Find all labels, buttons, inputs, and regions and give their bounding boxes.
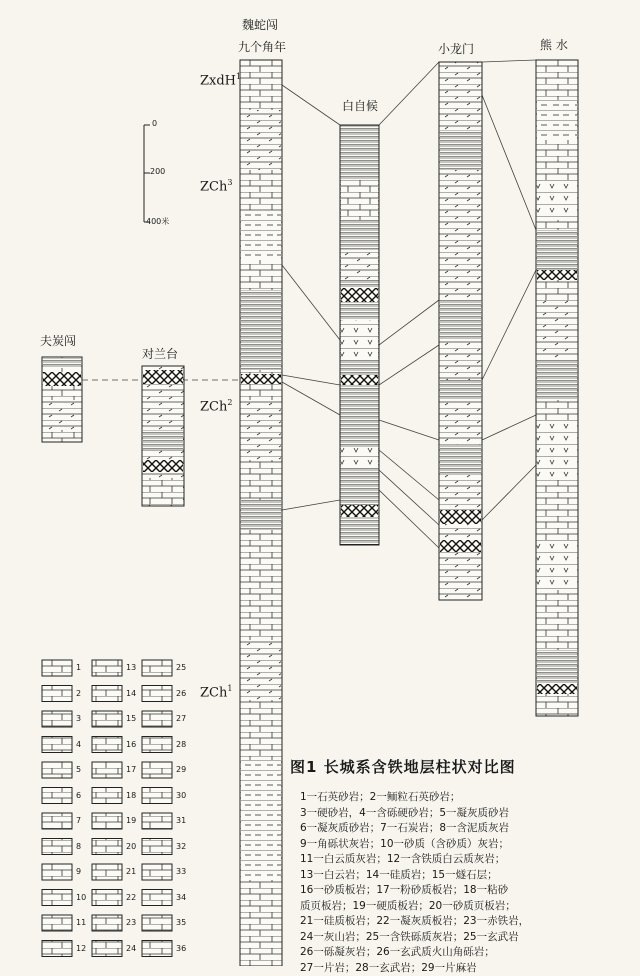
legend-swatch (142, 864, 172, 880)
column-label-top-jiumenkou: 魏蛇闯 (242, 16, 278, 33)
legend-number: 13 (126, 663, 136, 672)
legend-swatch (92, 686, 122, 702)
legend-number: 15 (126, 714, 136, 723)
legend-number: 5 (76, 765, 81, 774)
legend-swatches (42, 660, 172, 957)
legend-line: 27一片岩；28一玄武岩；29一片麻岩 (300, 961, 620, 976)
legend-number: 7 (76, 816, 81, 825)
legend-number: 21 (126, 867, 136, 876)
legend-number: 10 (76, 893, 86, 902)
legend-swatch (142, 711, 172, 727)
legend-line: 质页板岩；19一硬质板岩；20一砂质页板岩； (300, 899, 620, 915)
legend-text (300, 790, 620, 976)
legend-number: 3 (76, 714, 81, 723)
legend-swatch (42, 941, 72, 957)
legend-swatch (42, 660, 72, 676)
column-baiyukou (340, 125, 379, 545)
legend-swatch (42, 813, 72, 829)
legend-line: 16一砂质板岩；17一粉砂质板岩；18一粘砂 (300, 883, 620, 899)
legend-line: 6一凝灰质砂岩；7一石炭岩；8一含泥质灰岩 (300, 821, 620, 837)
legend-swatch (92, 737, 122, 753)
legend-swatch (142, 737, 172, 753)
figure-title: 图1 长城系含铁地层柱状对比图 (290, 756, 516, 777)
scale-label-0: 0 (152, 119, 157, 128)
scale-label-200: 200 (150, 167, 165, 176)
unit-label-zch3: ZCh$^3$ (200, 178, 232, 194)
legend-swatch (42, 686, 72, 702)
correlation-lines (282, 60, 536, 548)
legend-swatch (42, 737, 72, 753)
legend-number: 23 (126, 918, 136, 927)
legend-number: 31 (176, 816, 186, 825)
legend-swatch (92, 839, 122, 855)
legend-line: 9一角砾状灰岩；10一砂质（含砂质）灰岩； (300, 837, 620, 853)
legend-number: 22 (126, 893, 136, 902)
legend-number: 2 (76, 689, 81, 698)
legend-line: 13一白云岩；14一硅质岩；15一燧石层； (300, 868, 620, 884)
legend-number: 12 (76, 944, 86, 953)
legend-line: 1一石英砂岩；2一鲕粒石英砂岩； (300, 790, 620, 806)
unit-label-zxdh1: ZxdH$^1$ (200, 72, 241, 88)
legend-swatch (92, 941, 122, 957)
legend-swatch (42, 890, 72, 906)
legend-swatch (142, 660, 172, 676)
legend-swatch (142, 941, 172, 957)
legend-number: 19 (126, 816, 136, 825)
column-xiaolongmen (439, 62, 482, 600)
legend-swatch (92, 890, 122, 906)
column-label-xiongshui: 熊 水 (540, 36, 568, 53)
legend-number: 4 (76, 740, 81, 749)
legend-number: 36 (176, 944, 186, 953)
legend-number: 17 (126, 765, 136, 774)
legend-number: 14 (126, 689, 136, 698)
legend-number: 27 (176, 714, 186, 723)
legend-number: 24 (126, 944, 136, 953)
column-xiongshui (536, 60, 578, 716)
legend-number: 25 (176, 663, 186, 672)
legend-number: 18 (126, 791, 136, 800)
legend-swatch (42, 762, 72, 778)
legend-number: 32 (176, 842, 186, 851)
legend-line: 11一白云质灰岩；12一含铁质白云质灰岩； (300, 852, 620, 868)
legend-swatch (92, 762, 122, 778)
legend-swatch (92, 660, 122, 676)
column-label-fuyugou: 夫炭闯 (40, 332, 76, 349)
column-fuyugou (42, 357, 82, 442)
legend-swatch (142, 915, 172, 931)
legend-number: 26 (176, 689, 186, 698)
legend-swatch (42, 839, 72, 855)
legend-number: 16 (126, 740, 136, 749)
legend-number: 29 (176, 765, 186, 774)
legend-line: 26一砾凝灰岩；26一玄武质火山角砾岩； (300, 945, 620, 961)
legend-swatch (142, 813, 172, 829)
unit-label-zch1: ZCh$^1$ (200, 684, 232, 700)
legend-swatch (92, 813, 122, 829)
legend-number: 34 (176, 893, 186, 902)
legend-number: 28 (176, 740, 186, 749)
legend-swatch (42, 915, 72, 931)
scale-label-400: 400米 (146, 216, 169, 227)
legend-swatch (42, 864, 72, 880)
legend-swatch (92, 788, 122, 804)
legend-number: 6 (76, 791, 81, 800)
legend-number: 11 (76, 918, 86, 927)
column-jiumenkou (240, 60, 282, 966)
column-label-baiyukou: 白自候 (342, 97, 378, 114)
column-label-jiumenkou: 九个角年 (238, 38, 286, 55)
legend-swatch (42, 788, 72, 804)
legend-line: 21一硅质板岩；22一凝灰质板岩；23一赤铁岩， (300, 914, 620, 930)
legend-swatch (142, 686, 172, 702)
legend-number: 8 (76, 842, 81, 851)
legend-number: 30 (176, 791, 186, 800)
legend-line: 24一灰山岩；25一含铁砾质灰岩；25一玄武岩 (300, 930, 620, 946)
column-label-xiaolongmen: 小龙门 (438, 40, 474, 57)
legend-number: 33 (176, 867, 186, 876)
legend-swatch (92, 864, 122, 880)
legend-swatch (142, 788, 172, 804)
legend-swatch (142, 762, 172, 778)
legend-number: 1 (76, 663, 81, 672)
unit-label-zch2: ZCh$^2$ (200, 398, 232, 414)
column-xiaoyutai (142, 366, 184, 506)
legend-number: 9 (76, 867, 81, 876)
legend-swatch (42, 711, 72, 727)
legend-swatch (92, 915, 122, 931)
column-label-xiaoyutai: 对兰台 (142, 345, 178, 362)
legend-swatch (142, 839, 172, 855)
legend-swatch (92, 711, 122, 727)
legend-number: 20 (126, 842, 136, 851)
legend-line: 3一硬砂岩，4一含砾硬砂岩；5一凝灰质砂岩 (300, 806, 620, 822)
legend-number: 35 (176, 918, 186, 927)
legend-swatch (142, 890, 172, 906)
